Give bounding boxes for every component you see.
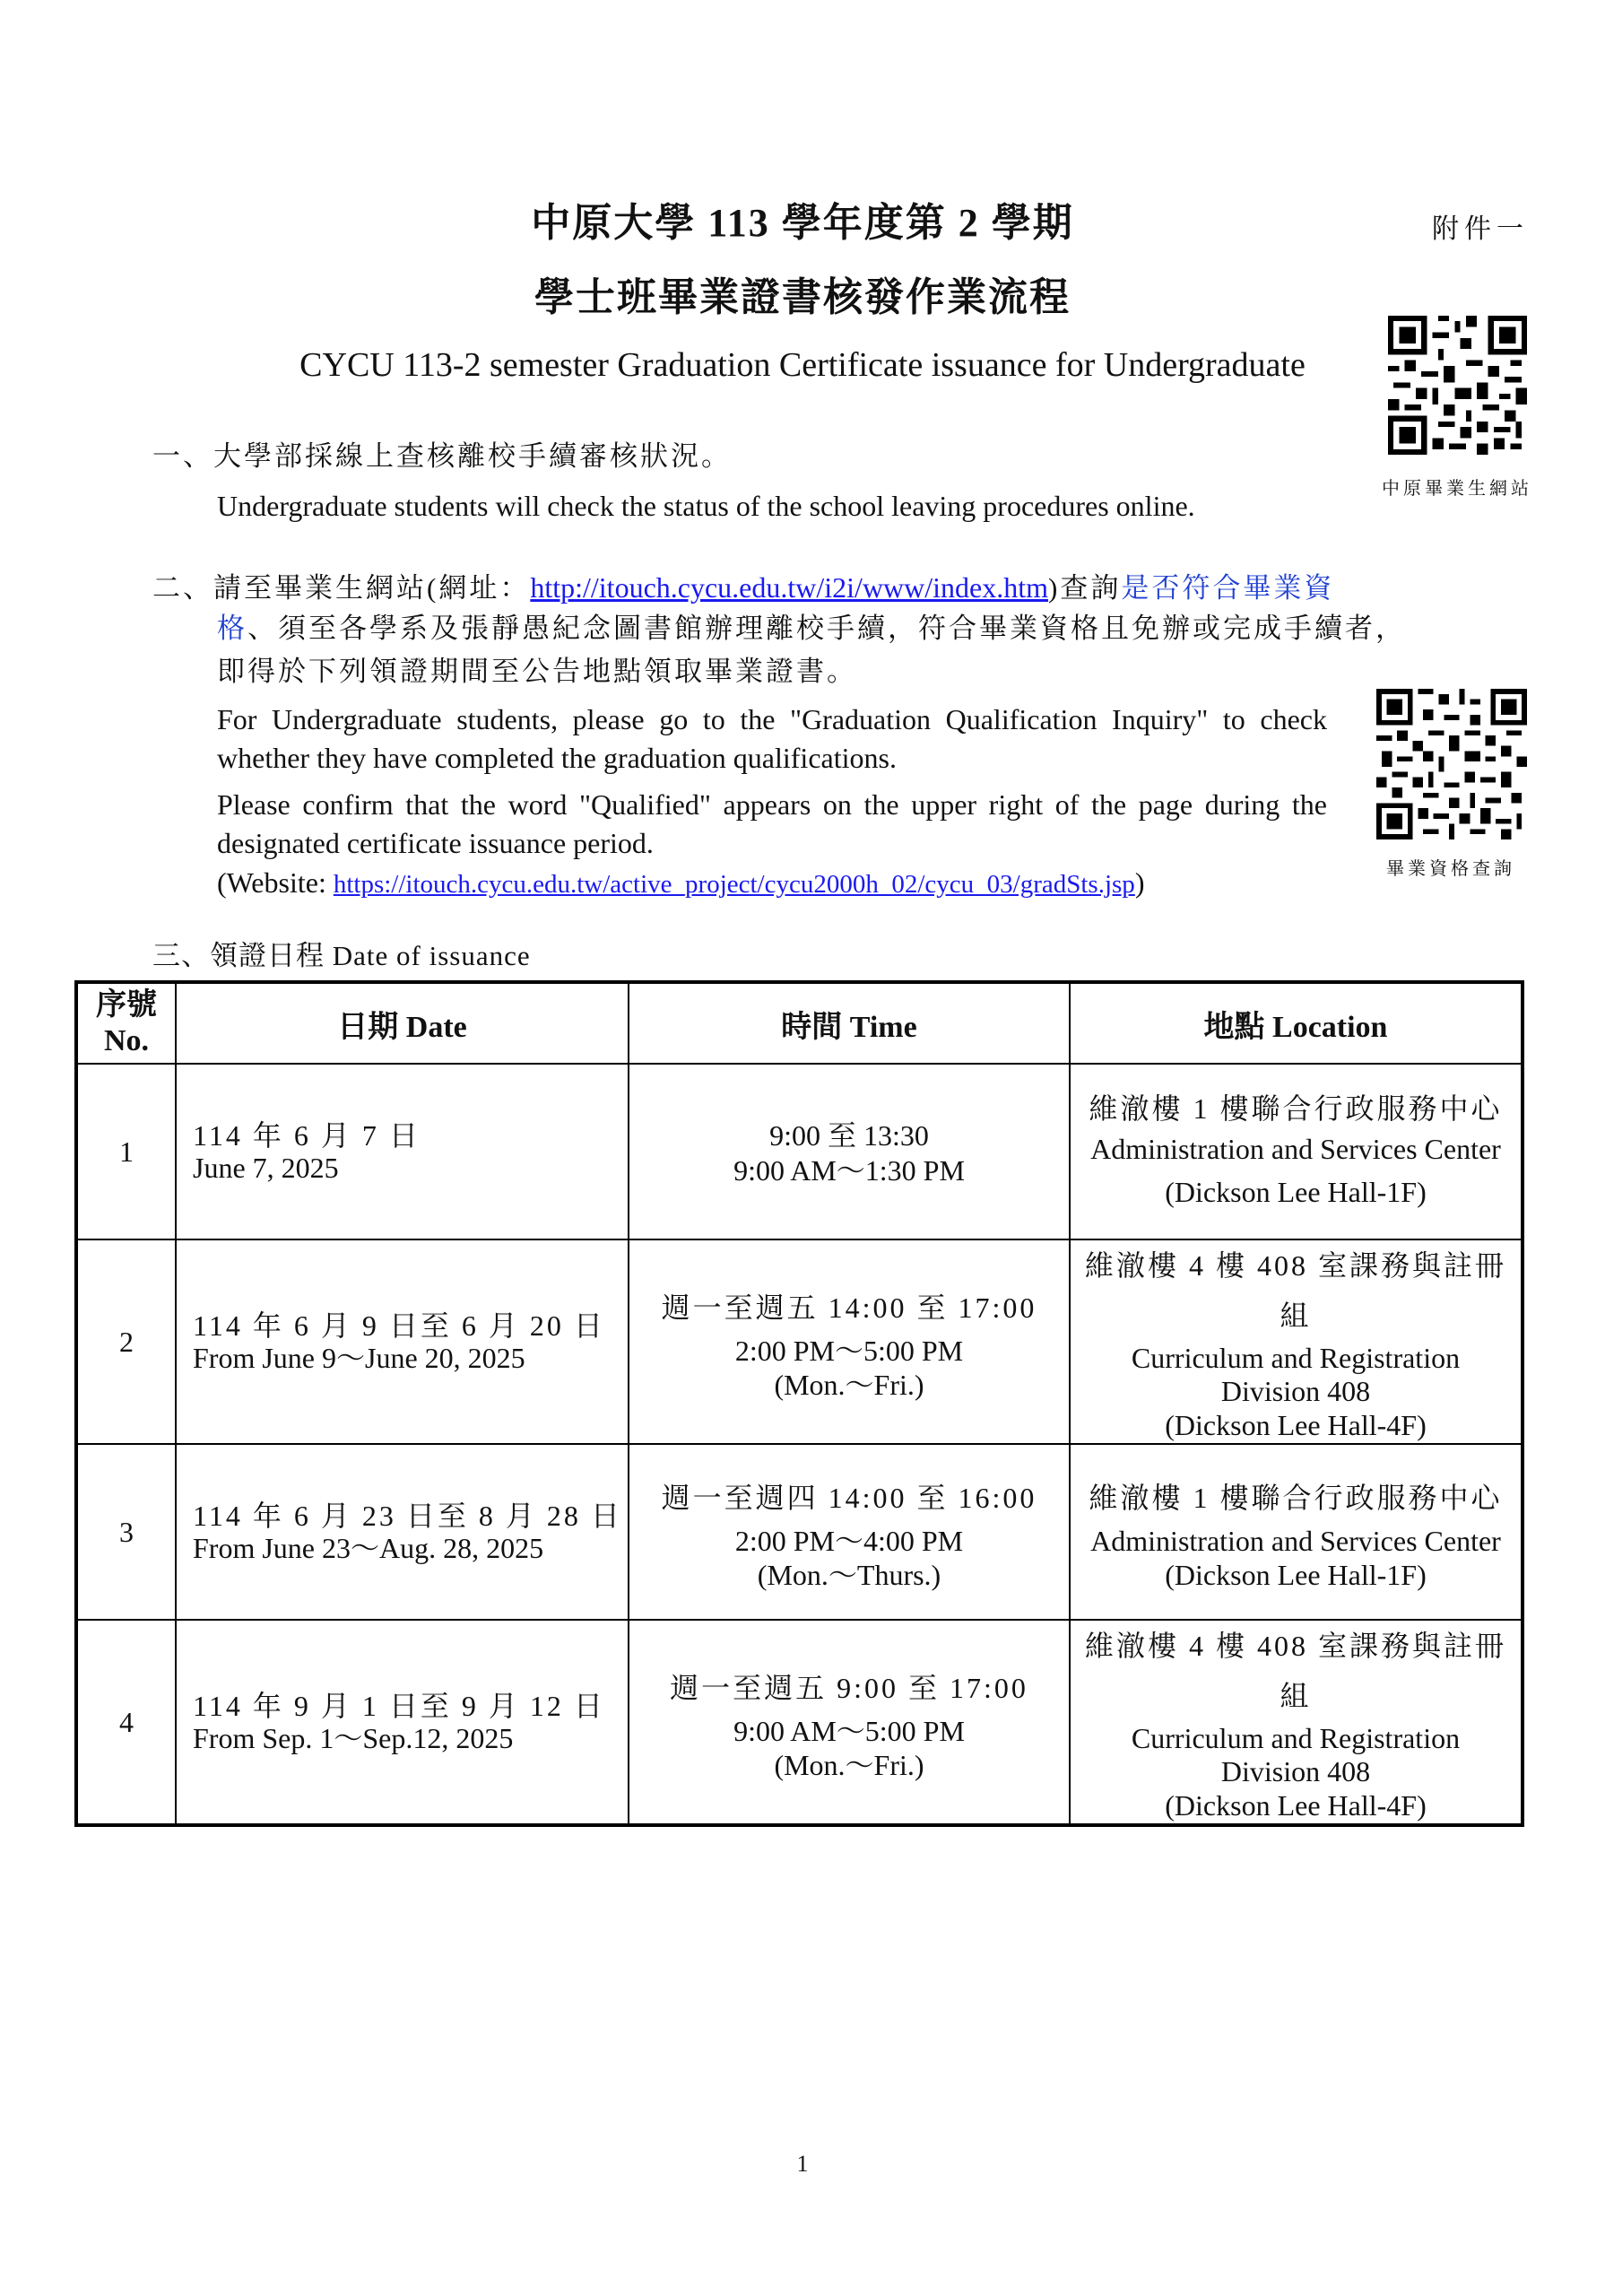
qualification-highlight-b: 格 [217,613,247,644]
document-title-line2: 學士班畢業證書核發作業流程 [534,275,1071,319]
document-title-line1: 中原大學 113 學年度第 2 學期 [531,201,1074,245]
issuance-schedule-table [74,980,1524,1827]
row-location-line2: Curriculum and Registration [1131,1342,1461,1374]
graduate-site-link[interactable]: http://itouch.cycu.edu.tw/i2i/www/index.htm [530,571,1049,604]
row-time-line2: 2:00 PM～4:00 PM [734,1525,964,1557]
section-2-line2-rest: 、須至各學系及張靜愚紀念圖書館辦理離校手續，符合畢業資格且免辦或完成手續者， [247,613,1406,644]
row-time-line2: 2:00 PM～5:00 PM [734,1335,964,1367]
row-date [176,1620,629,1825]
grad-status-link[interactable]: https://itouch.cycu.edu.tw/active_project/cycu2000h_02/cycu_03/gradSts.jsp [333,870,1135,899]
row-time [629,1239,1070,1444]
row-location-zh: 維澈樓 4 樓 408 室課務與註冊組 [1084,1630,1506,1712]
row-location-line2: Curriculum and Registration [1131,1722,1461,1754]
qr-caption-graduate-site: 中原畢業生網站 [1382,479,1532,499]
row-location [1070,1444,1523,1620]
table-header-row [76,982,1523,1064]
row-location-line3: Division 408 [1220,1375,1371,1407]
header-no [76,982,176,1064]
section-2-mid: )查詢 [1048,572,1122,604]
row-location-line3: (Dickson Lee Hall-1F) [1165,1559,1427,1591]
row-date-zh: 114 年 9 月 1 日至 9 月 12 日 [193,1690,605,1722]
section-3-label: 三、領證日程 Date of issuance [152,940,531,971]
table-row [76,1239,1523,1444]
website-suffix: ) [1134,866,1145,899]
row-location-line3: Division 408 [1220,1755,1371,1787]
row-no: 1 [76,1064,176,1239]
row-no: 3 [76,1444,176,1620]
row-time [629,1444,1070,1620]
row-date [176,1064,629,1239]
section-2-website-line [217,864,1383,904]
row-location-line2: Administration and Services Center [1090,1133,1501,1165]
table-row [76,1444,1523,1620]
row-time-line2: 9:00 AM～1:30 PM [733,1154,965,1187]
row-location-zh: 維澈樓 4 樓 408 室課務與註冊組 [1084,1249,1506,1332]
row-location [1070,1620,1523,1825]
table-row [76,1620,1523,1825]
row-location [1070,1064,1523,1239]
row-location-zh: 維澈樓 1 樓聯合行政服務中心 [1089,1092,1503,1125]
section-2-prefix: 二、請至畢業生網站(網址： [152,572,531,604]
row-date-en: From Sep. 1～Sep.12, 2025 [193,1722,514,1754]
row-date [176,1239,629,1444]
row-date-en: June 7, 2025 [193,1152,339,1184]
row-date [176,1444,629,1620]
qr-code-icon[interactable] [1388,316,1527,455]
row-date-en: From June 23～Aug. 28, 2025 [193,1532,544,1564]
row-location [1070,1239,1523,1444]
row-time-line1: 週一至週五 9:00 至 17:00 [670,1672,1028,1704]
section-1-en: Undergraduate students will check the status of the school leaving procedures online. [217,490,1195,522]
header-no-zh: 序號 [96,988,157,1022]
row-time-line3: (Mon.～Fri.) [774,1749,924,1781]
header-date: 日期 Date [176,982,629,1064]
section-1-zh: 一、大學部採線上查核離校手續審核狀況。 [152,440,732,472]
row-date-zh: 114 年 6 月 9 日至 6 月 20 日 [193,1309,605,1342]
section-2-zh-line3: 即得於下列領證期間至公告地點領取畢業證書。 [217,656,857,687]
section-2-en-paragraph-2: Please confirm that the word "Qualified" appears on the upper right of the page during the designated certificate issuance period. [217,788,1327,859]
row-time [629,1064,1070,1239]
section-2-en-paragraph-1: For Undergraduate students, please go to the "Graduation Qualification Inquiry" to check whether they have completed the graduation qualifications. [217,703,1327,774]
section-2-zh-line1 [152,567,1462,609]
row-time-line3: (Mon.～Fri.) [774,1369,924,1401]
row-time-line2: 9:00 AM～5:00 PM [733,1715,965,1747]
row-time-line1: 週一至週五 14:00 至 17:00 [661,1292,1037,1324]
row-location-line3: (Dickson Lee Hall-1F) [1165,1176,1427,1208]
qualification-highlight-a: 是否符合畢業資 [1121,572,1335,604]
section-2-zh-line2 [217,608,1490,649]
row-location-line4: (Dickson Lee Hall-4F) [1165,1789,1427,1822]
attachment-label: 附件一 [1432,214,1529,244]
header-location: 地點 Location [1070,982,1523,1064]
row-location-zh: 維澈樓 1 樓聯合行政服務中心 [1089,1482,1503,1514]
header-time: 時間 Time [629,982,1070,1064]
table-row [76,1064,1523,1239]
row-location-line4: (Dickson Lee Hall-4F) [1165,1409,1427,1441]
header-no-en: No. [103,1024,150,1057]
qr-caption-qualification-inquiry: 畢業資格查詢 [1386,859,1515,879]
qr-code-icon[interactable] [1376,689,1527,839]
row-time-line1: 週一至週四 14:00 至 16:00 [661,1482,1037,1514]
row-date-en: From June 9～June 20, 2025 [193,1342,525,1374]
row-no: 4 [76,1620,176,1825]
row-time-line3: (Mon.～Thurs.) [757,1559,941,1591]
document-subtitle: CYCU 113-2 semester Graduation Certificate issuance for Undergraduate [299,346,1306,384]
row-date-zh: 114 年 6 月 23 日至 8 月 28 日 [193,1500,622,1532]
row-date-zh: 114 年 6 月 7 日 [193,1119,421,1152]
page-number: 1 [796,2151,809,2177]
website-prefix: (Website: [217,866,334,899]
row-time [629,1620,1070,1825]
row-no: 2 [76,1239,176,1444]
row-location-line2: Administration and Services Center [1090,1525,1501,1557]
row-time-line1: 9:00 至 13:30 [769,1119,929,1152]
